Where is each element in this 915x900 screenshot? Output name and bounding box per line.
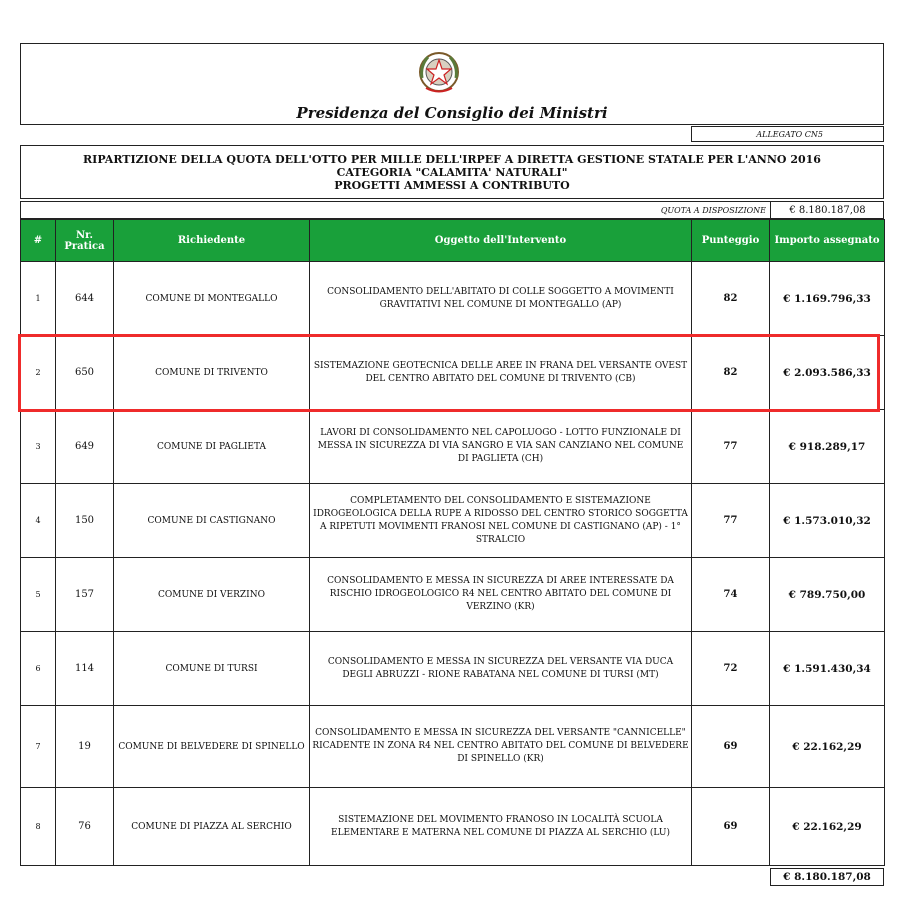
title-line-2: CATEGORIA "CALAMITA' NATURALI" — [336, 165, 568, 179]
row-importo: € 918.289,17 — [770, 410, 885, 484]
row-importo: € 2.093.586,33 — [770, 336, 885, 410]
row-oggetto: LAVORI DI CONSOLIDAMENTO NEL CAPOLUOGO - LOTTO FUNZIONALE DI MESSA IN SICUREZZA DI VIA SANGRO E VIA SAN CANZIANO NEL COMUNE DI PAGLIETA (CH) — [310, 410, 692, 484]
row-pratica: 650 — [56, 336, 114, 410]
row-importo: € 1.169.796,33 — [770, 262, 885, 336]
table-row — [21, 484, 885, 558]
row-richiedente: COMUNE DI BELVEDERE DI SPINELLO — [114, 706, 310, 788]
col-header-punteggio: Punteggio — [692, 220, 770, 262]
row-number: 4 — [21, 484, 56, 558]
row-richiedente: COMUNE DI MONTEGALLO — [114, 262, 310, 336]
allegato-label: ALLEGATO CN5 — [691, 126, 884, 142]
row-importo: € 22.162,29 — [770, 788, 885, 866]
row-importo: € 789.750,00 — [770, 558, 885, 632]
col-header-oggetto: Oggetto dell'Intervento — [310, 220, 692, 262]
row-number: 1 — [21, 262, 56, 336]
row-number: 7 — [21, 706, 56, 788]
row-richiedente: COMUNE DI TURSI — [114, 632, 310, 706]
row-oggetto: SISTEMAZIONE DEL MOVIMENTO FRANOSO IN LOCALITÀ SCUOLA ELEMENTARE E MATERNA NEL COMUNE DI PIAZZA AL SERCHIO (LU) — [310, 788, 692, 866]
table-row — [21, 632, 885, 706]
row-richiedente: COMUNE DI VERZINO — [114, 558, 310, 632]
row-number: 8 — [21, 788, 56, 866]
row-pratica: 76 — [56, 788, 114, 866]
row-importo: € 1.573.010,32 — [770, 484, 885, 558]
table-row — [21, 336, 885, 410]
row-richiedente: COMUNE DI PIAZZA AL SERCHIO — [114, 788, 310, 866]
table-row — [21, 410, 885, 484]
quota-label: QUOTA A DISPOSIZIONE — [660, 205, 766, 215]
row-pratica: 157 — [56, 558, 114, 632]
col-header-pratica: Nr. Pratica — [56, 220, 114, 262]
row-punteggio: 82 — [692, 336, 770, 410]
row-punteggio: 82 — [692, 262, 770, 336]
row-punteggio: 77 — [692, 410, 770, 484]
row-importo: € 1.591.430,34 — [770, 632, 885, 706]
row-punteggio: 74 — [692, 558, 770, 632]
row-number: 2 — [21, 336, 56, 410]
row-pratica: 19 — [56, 706, 114, 788]
title-line-3: PROGETTI AMMESSI A CONTRIBUTO — [334, 178, 570, 192]
row-oggetto: CONSOLIDAMENTO E MESSA IN SICUREZZA DEL VERSANTE "CANNICELLE" RICADENTE IN ZONA R4 NEL CENTRO ABITATO DEL COMUNE DI BELVEDERE DI SPINELLO (KR) — [310, 706, 692, 788]
row-richiedente: COMUNE DI PAGLIETA — [114, 410, 310, 484]
row-pratica: 644 — [56, 262, 114, 336]
col-header-richiedente: Richiedente — [114, 220, 310, 262]
row-punteggio: 69 — [692, 706, 770, 788]
row-punteggio: 69 — [692, 788, 770, 866]
row-oggetto: CONSOLIDAMENTO DELL'ABITATO DI COLLE SOGGETTO A MOVIMENTI GRAVITATIVI NEL COMUNE DI MONTEGALLO (AP) — [310, 262, 692, 336]
row-pratica: 150 — [56, 484, 114, 558]
row-number: 5 — [21, 558, 56, 632]
table-row — [21, 788, 885, 866]
col-header-importo: Importo assegnato — [770, 220, 885, 262]
row-richiedente: COMUNE DI TRIVENTO — [114, 336, 310, 410]
row-oggetto: COMPLETAMENTO DEL CONSOLIDAMENTO E SISTEMAZIONE IDROGEOLOGICA DELLA RUPE A RIDOSSO DEL CENTRO STORICO SOGGETTA A RIPETUTI MOVIMENTI FRANOSI NEL COMUNE DI CASTIGNANO (AP) - 1° STRALCIO — [310, 484, 692, 558]
row-number: 6 — [21, 632, 56, 706]
table-row — [21, 706, 885, 788]
table-row — [21, 262, 885, 336]
quota-value: € 8.180.187,08 — [770, 201, 884, 219]
row-punteggio: 77 — [692, 484, 770, 558]
row-oggetto: SISTEMAZIONE GEOTECNICA DELLE AREE IN FRANA DEL VERSANTE OVEST DEL CENTRO ABITATO DEL COMUNE DI TRIVENTO (CB) — [310, 336, 692, 410]
document-title — [20, 145, 884, 199]
table-row — [21, 558, 885, 632]
title-line-1: RIPARTIZIONE DELLA QUOTA DELL'OTTO PER MILLE DELL'IRPEF A DIRETTA GESTIONE STATALE PER L'ANNO 2016 — [83, 152, 821, 166]
projects-table — [20, 219, 885, 866]
row-punteggio: 72 — [692, 632, 770, 706]
row-pratica: 114 — [56, 632, 114, 706]
header-title: Presidenza del Consiglio dei Ministri — [296, 104, 608, 122]
col-header-number: # — [21, 220, 56, 262]
row-oggetto: CONSOLIDAMENTO E MESSA IN SICUREZZA DEL VERSANTE VIA DUCA DEGLI ABRUZZI - RIONE RABATANA NEL COMUNE DI TURSI (MT) — [310, 632, 692, 706]
total-amount: € 8.180.187,08 — [770, 868, 884, 886]
row-richiedente: COMUNE DI CASTIGNANO — [114, 484, 310, 558]
row-number: 3 — [21, 410, 56, 484]
row-pratica: 649 — [56, 410, 114, 484]
emblem-icon — [414, 48, 464, 98]
table-header-row — [21, 220, 885, 262]
row-importo: € 22.162,29 — [770, 706, 885, 788]
row-oggetto: CONSOLIDAMENTO E MESSA IN SICUREZZA DI AREE INTERESSATE DA RISCHIO IDROGEOLOGICO R4 NEL CENTRO ABITATO DEL COMUNE DI VERZINO (KR) — [310, 558, 692, 632]
